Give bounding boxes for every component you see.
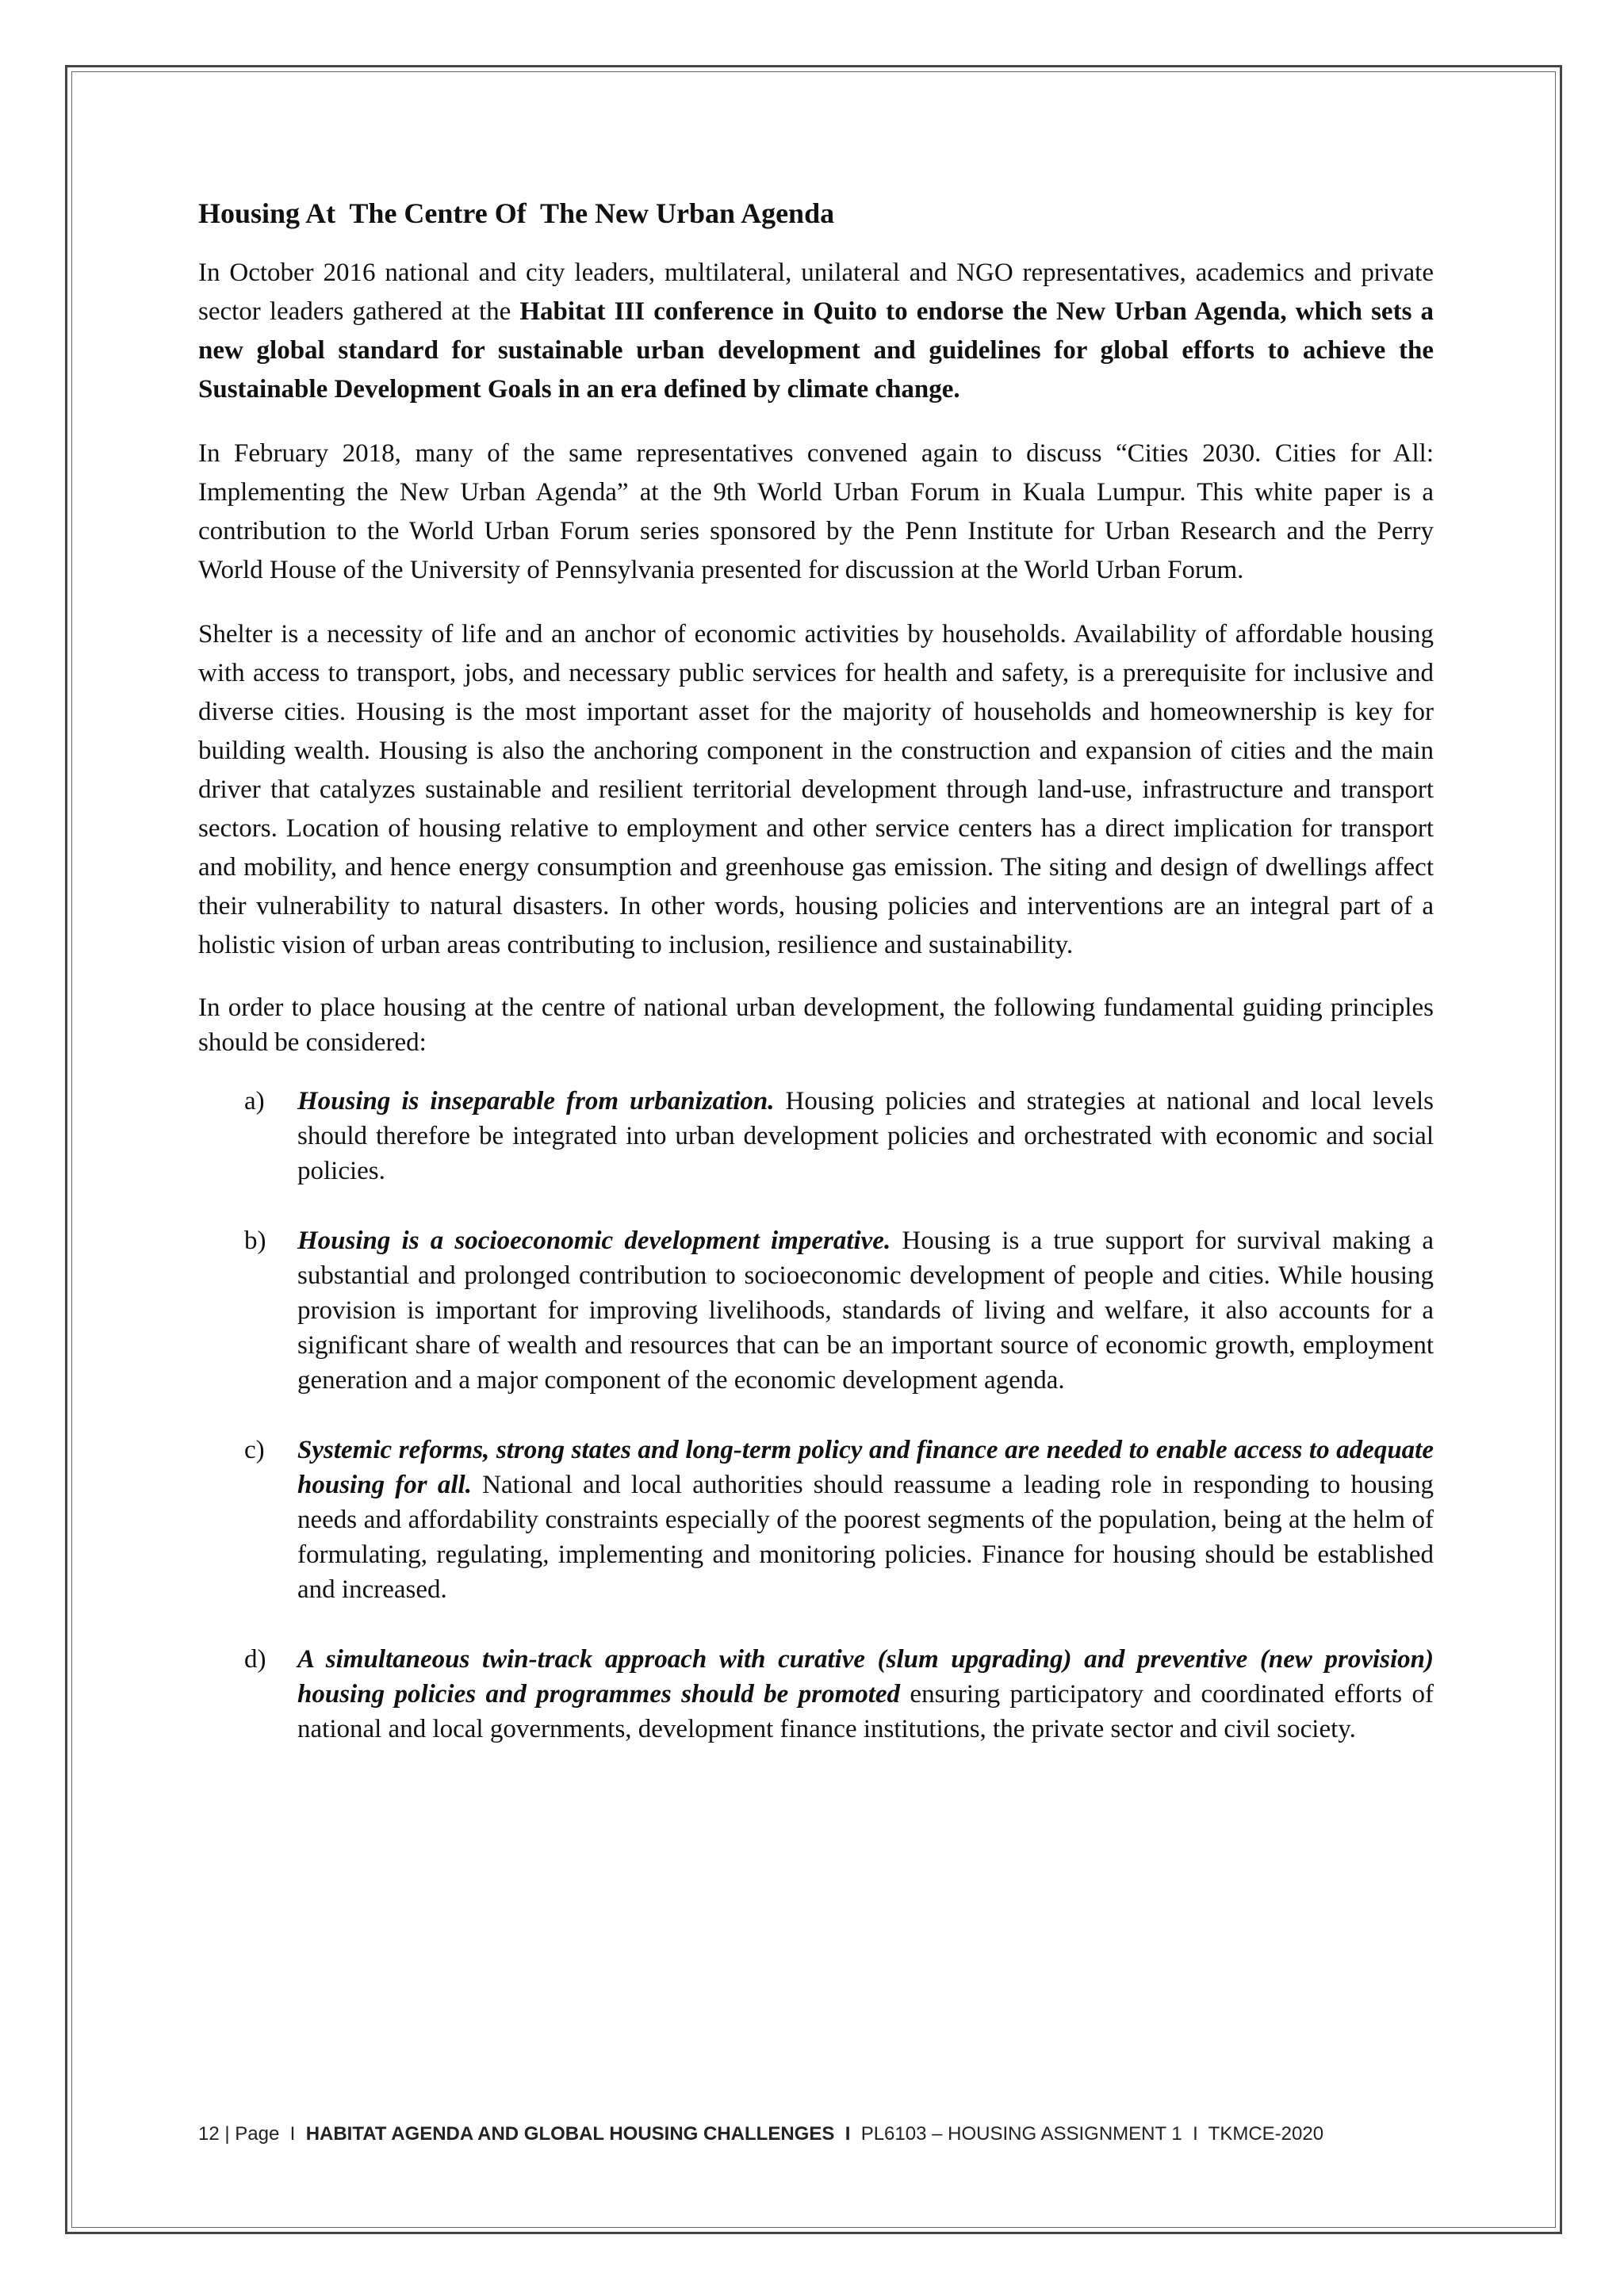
paragraph-shelter: Shelter is a necessity of life and an anchor of economic activities by households. Availability of affordable housing with access to transport, jobs, and necessary public services for health and safety, is a prerequisite for inclusive and diverse cities. Housing is the most important asset for the majority of households and homeownership is key for building wealth. Housing is also the anchoring component in the construction and expansion of cities and the main driver that catalyzes sustainable and resilient territorial development through land-use, infrastructure and transport sectors. Location of housing relative to employment and other service centers has a direct implication for transport and mobility, and hence energy consumption and greenhouse gas emission. The siting and design of dwellings affect their vulnerability to natural disasters. In other words, housing policies and interventions are an integral part of a holistic vision of urban areas contributing to inclusion, resilience and sustainability. — [198, 620, 1434, 959]
principle-text: ensuring participatory and coordinated efforts of national and local governments, development finance institutions, the private sector and civil society. — [297, 1680, 1434, 1743]
principle-text: Housing policies and strategies at national and local levels should therefore be integrated into urban development policies and orchestrated with economic and social policies. — [297, 1087, 1434, 1185]
principle-lead: Housing is a socioeconomic development imperative. — [297, 1226, 891, 1255]
principle-text: National and local authorities should reassume a leading role in responding to housing needs and affordability constraints especially of the poorest segments of the population, being at the helm of formulating, regulating, implementing and monitoring policies. Finance for housing should be established and increased. — [297, 1471, 1434, 1604]
footer-title: HABITAT AGENDA AND GLOBAL HOUSING CHALLENGES — [305, 2123, 835, 2145]
list-item — [198, 1223, 1434, 1398]
footer-course: PL6103 – HOUSING ASSIGNMENT 1 — [860, 2123, 1182, 2145]
list-item — [198, 1642, 1434, 1747]
paragraph-habitat-iii — [198, 254, 1434, 409]
footer-separator: I — [289, 2123, 296, 2145]
list-marker: b) — [244, 1226, 266, 1255]
principle-text: Housing is a true support for survival making a substantial and prolonged contribution to socioeconomic development of people and cities. While housing provision is important for improving livelihoods, standards of living and welfare, it also accounts for a significant share of wealth and resources that can be an important source of economic growth, employment generation and a major component of the economic development agenda. — [297, 1226, 1434, 1395]
guiding-principles-list — [198, 1084, 1434, 1747]
paragraph-habitat-iii-bold: Habitat III conference in Quito to endorse the New Urban Agenda, which sets a new global standard for sustainable urban development and guidelines for global efforts to achieve the Sustainable Development Goals in an era defined by climate change. — [198, 297, 1434, 404]
list-item — [198, 1433, 1434, 1607]
footer-page-number: 12 | Page — [198, 2123, 280, 2145]
list-marker: d) — [244, 1645, 266, 1674]
section-heading: Housing At The Centre Of The New Urban Agenda — [198, 197, 835, 229]
footer-separator: I — [845, 2123, 851, 2145]
page-footer — [198, 2123, 1435, 2145]
paragraph-habitat-iii-text: In October 2016 national and city leaders, multilateral, unilateral and NGO representatives, academics and private sector leaders gathered at the — [198, 258, 1434, 326]
footer-separator: I — [1193, 2123, 1198, 2145]
page-content — [198, 197, 1434, 1781]
paragraph-world-urban-forum: In February 2018, many of the same representatives convened again to discuss “Cities 2030. Cities for All: Implementing the New Urban Agenda” at the 9th World Urban Forum in Kuala Lumpur. This white paper is a contribution to the World Urban Forum series sponsored by the Penn Institute for Urban Research and the Perry World House of the University of Pennsylvania presented for discussion at the World Urban Forum. — [198, 439, 1434, 584]
list-marker: c) — [244, 1436, 265, 1464]
principle-lead: Housing is inseparable from urbanization. — [297, 1087, 775, 1115]
principle-lead: A simultaneous twin-track approach with curative (slum upgrading) and preventive (new provision) housing policies and programmes should be promoted — [297, 1645, 1434, 1709]
list-item — [198, 1084, 1434, 1188]
footer-institution: TKMCE-2020 — [1208, 2123, 1324, 2145]
list-marker: a) — [244, 1087, 265, 1115]
principle-lead: Systemic reforms, strong states and long-term policy and finance are needed to enable access to adequate housing for all. — [297, 1436, 1434, 1499]
paragraph-guiding-principles-intro: In order to place housing at the centre of national urban development, the following fundamental guiding principles should be considered: — [198, 993, 1434, 1057]
